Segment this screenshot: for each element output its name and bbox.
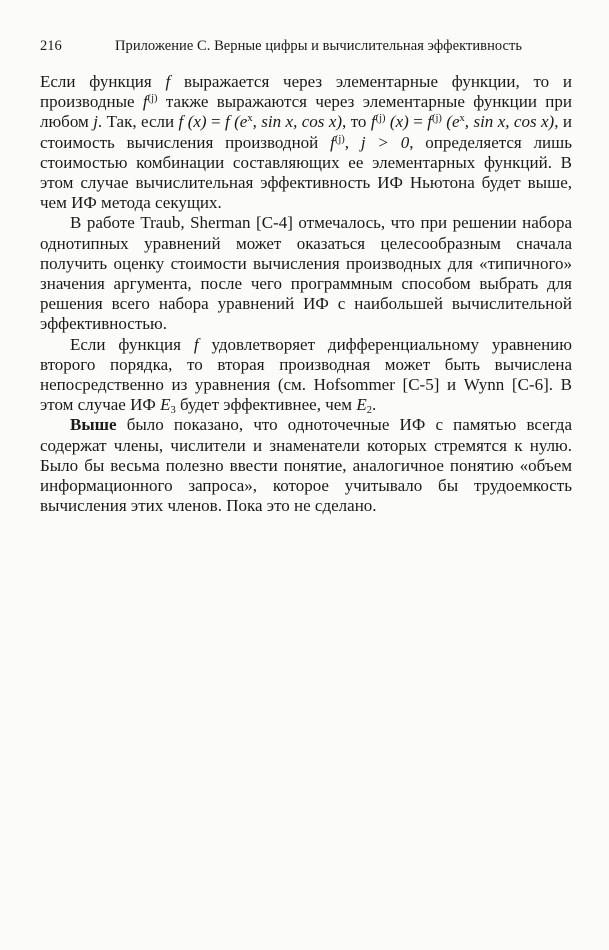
math-f: f xyxy=(193,334,199,354)
math-fexp: f (e xyxy=(225,112,248,132)
math-f: f xyxy=(330,132,335,152)
paragraph-1 xyxy=(40,72,572,213)
math-args: , sin x, cos x) xyxy=(464,112,555,132)
text-span: . xyxy=(371,395,377,415)
text-span: Если функция xyxy=(40,72,166,91)
text-span: . Так, если xyxy=(97,112,179,132)
math-f: f xyxy=(427,112,432,132)
math-fexp: (e xyxy=(441,112,460,132)
lead-word: Выше xyxy=(70,415,117,435)
math-superscript: (j) xyxy=(431,113,442,125)
page-header xyxy=(40,36,574,56)
page-number: 216 xyxy=(40,38,62,54)
math-E: E xyxy=(160,395,171,415)
math-f: f xyxy=(370,112,376,132)
text-span: , xyxy=(344,132,361,152)
text-span: , то xyxy=(342,112,371,132)
math-subscript: 3 xyxy=(170,405,176,417)
text-span: , и стоимость вычисления производной xyxy=(40,112,572,152)
text-span: = xyxy=(206,112,225,132)
math-E: E xyxy=(356,395,367,415)
math-args: , sin x, cos x) xyxy=(252,112,343,132)
text-span: также выражаются через элементарные функции при любом xyxy=(40,92,573,132)
text-span: выражается через элементарные функции, то и производные xyxy=(40,72,573,112)
text-span: = xyxy=(408,112,428,132)
math-f: f xyxy=(142,92,148,112)
math-x: (x) xyxy=(385,112,409,132)
math-superscript: (j) xyxy=(375,113,386,125)
math-superscript: x xyxy=(459,113,465,125)
math-f: f xyxy=(165,72,171,91)
text-span: Если функция xyxy=(70,334,194,354)
math-fx: f (x) xyxy=(178,112,207,132)
paragraph-3 xyxy=(40,335,572,416)
math-superscript: x xyxy=(247,113,253,125)
text-span: было показано, что одноточечные ИФ с памятью всегда содержат члены, числители и знаменатели которых стремятся к нулю. Было бы весьма полезно ввести понятие, аналогичное понятию «объем информационного запроса», которое учитывало бы трудоемкость вычисления этих членов. Пока это не сделано. xyxy=(40,415,572,516)
body-text xyxy=(40,72,572,516)
paragraph-2: В работе Traub, Sherman [C-4] отмечалось, что при решении набора однотипных уравнений может оказаться целесообразным сначала получить оценку стоимости вычисления производных для «типичного» значения аргумента, после чего программным способом выбрать для решения всего набора уравнений ИФ с наибольшей вычислительной эффективностью. xyxy=(40,213,572,334)
text-span: , определяется лишь стоимостью комбинации составляющих ее элементарных функций. В этом случае вычислительная эффективность ИФ Ньютона будет выше, чем ИФ метода секущих. xyxy=(40,132,572,213)
math-superscript: (j) xyxy=(334,133,345,145)
text-span: удовлетворяет дифференциальному уравнению второго порядка, то вторая производная может быть вычислена непосредственно из уравнения (см. Hofsommer [C-5] и Wynn [C-6]. В этом случае ИФ xyxy=(40,334,572,415)
math-j: j xyxy=(93,112,98,132)
math-superscript: (j) xyxy=(147,93,158,105)
running-title: Приложение C. Верные цифры и вычислительная эффективность xyxy=(115,38,523,54)
text-span: будет эффективнее, чем xyxy=(175,395,357,415)
paragraph-4 xyxy=(40,415,572,516)
math-j-gt-0: j > 0 xyxy=(360,132,410,152)
math-subscript: 2 xyxy=(366,405,372,417)
